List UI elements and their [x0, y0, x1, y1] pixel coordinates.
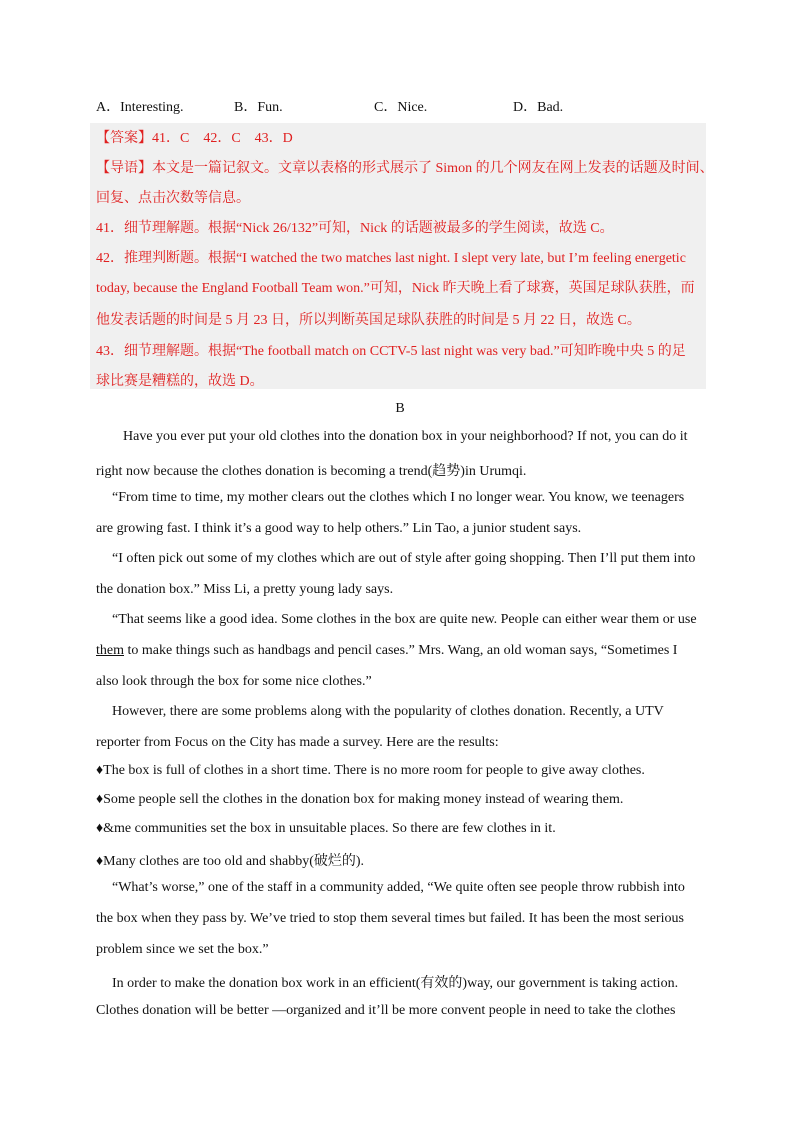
- answer-explanation-42: today, because the England Football Team won.”可知，Nick 昨天晚上看了球赛，英国足球队获胜，而: [96, 281, 695, 296]
- passage-line: “That seems like a good idea. Some clothes in the box are quite new. People can either wear them or use: [112, 612, 697, 627]
- passage-line: reporter from Focus on the City has made a survey. Here are the results:: [96, 735, 499, 750]
- passage-line: “From time to time, my mother clears out the clothes which I no longer wear. You know, we teenagers: [112, 490, 685, 505]
- passage-line: the donation box.” Miss Li, a pretty young lady says.: [96, 582, 394, 597]
- passage-line: “I often pick out some of my clothes which are out of style after going shopping. Then I’ll put them into: [112, 551, 696, 566]
- survey-result: ♦&me communities set the box in unsuitable places. So there are few clothes in it.: [96, 821, 556, 836]
- passage-line: However, there are some problems along with the popularity of clothes donation. Recently, a UTV: [112, 704, 664, 719]
- answer-explanation-41: 41．细节理解题。根据“Nick 26/132”可知，Nick 的话题被最多的学生阅读，故选 C。: [96, 221, 614, 236]
- answer-explanation-42: 他发表话题的时间是 5 月 23 日，所以判断英国足球队获胜的时间是 5 月 22 日，故选 C。: [96, 313, 641, 328]
- passage-line-rest: to make things such as handbags and pencil cases.” Mrs. Wang, an old woman says, “Sometimes I: [124, 643, 678, 658]
- answer-explanation-42: 42．推理判断题。根据“I watched the two matches last night. I slept very late, but I’m feeling energetic: [96, 251, 686, 266]
- option-b: B．Fun.: [234, 100, 283, 115]
- option-d: D．Bad.: [513, 100, 564, 115]
- passage-line: right now because the clothes donation is becoming a trend(趋势)in Urumqi.: [96, 464, 527, 479]
- passage-line: “What’s worse,” one of the staff in a community added, “We quite often see people throw rubbish into: [112, 880, 685, 895]
- survey-result: ♦The box is full of clothes in a short time. There is no more room for people to give away clothes.: [96, 763, 645, 778]
- answer-explanation-43: 球比赛是糟糕的，故选 D。: [96, 374, 264, 389]
- passage-line: Have you ever put your old clothes into the donation box in your neighborhood? If not, you can do it: [123, 429, 688, 444]
- option-c: C．Nice.: [374, 100, 428, 115]
- survey-result: ♦Many clothes are too old and shabby(破烂的).: [96, 854, 365, 869]
- option-a: A．Interesting.: [96, 100, 184, 115]
- underlined-word: them: [96, 643, 124, 658]
- answer-intro-line: 【导语】本文是一篇记叙文。文章以表格的形式展示了 Simon 的几个网友在网上发表的话题及时间、: [96, 161, 714, 176]
- passage-line: problem since we set the box.”: [96, 942, 269, 957]
- answer-explanation-43: 43．细节理解题。根据“The football match on CCTV-5 last night was very bad.”可知昨晚中央 5 的足: [96, 344, 686, 359]
- passage-line: are growing fast. I think it’s a good way to help others.” Lin Tao, a junior student says.: [96, 521, 582, 536]
- passage-line: In order to make the donation box work in an efficient(有效的)way, our government is taking action.: [112, 976, 679, 991]
- passage-line: [96, 643, 677, 659]
- answer-intro-line: 回复、点击次数等信息。: [96, 191, 250, 206]
- passage-line: Clothes donation will be better —organized and it’ll be more convent people in need to take the clothes: [96, 1003, 676, 1018]
- passage-line: also look through the box for some nice clothes.”: [96, 674, 372, 689]
- section-heading: B: [395, 401, 405, 416]
- survey-result: ♦Some people sell the clothes in the donation box for making money instead of wearing them.: [96, 792, 624, 807]
- answer-key: 【答案】41．C 42．C 43．D: [96, 131, 293, 146]
- answer-options: [96, 96, 736, 118]
- passage-line: the box when they pass by. We’ve tried to stop them several times but failed. It has been the most serious: [96, 911, 684, 926]
